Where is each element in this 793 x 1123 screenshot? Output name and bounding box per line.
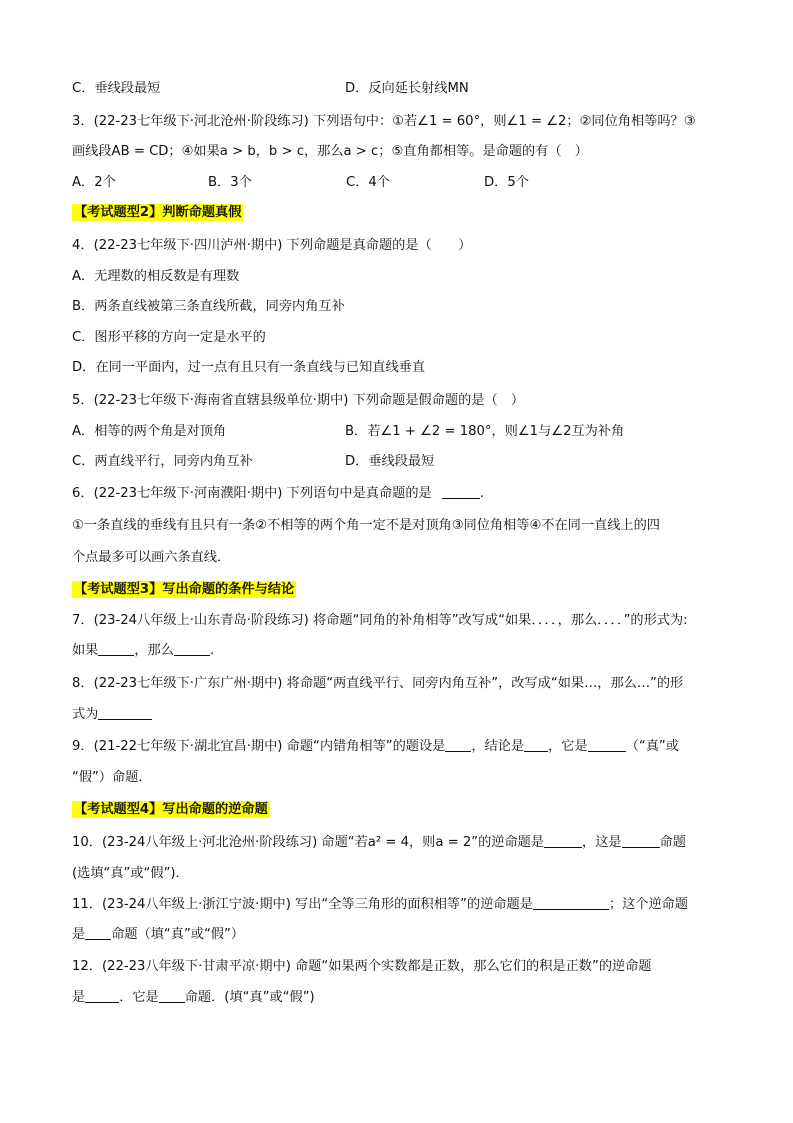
question-6-line-3: 个点最多可以画六条直线． [72, 550, 231, 565]
answer-blank[interactable] [98, 642, 134, 656]
question-8-form: 式为 [72, 707, 99, 722]
answer-blank[interactable] [445, 738, 471, 752]
section-heading-3-label: 【考试题型3】写出命题的条件与结论 [74, 582, 295, 597]
answer-blank[interactable] [85, 926, 111, 940]
question-12-text-1: 是 [72, 990, 86, 1005]
question-10-text-2: ，这是 [582, 835, 622, 850]
question-3-line-1: 3．(22-23七年级下·河北沧州·阶段练习) 下列语句中：①若∠1 = 60°，则∠1 = ∠2；②同位角相等吗？③ [72, 114, 696, 129]
question-9-text-2: ，结论是 [471, 739, 525, 754]
question-3-option-c: C．4个 [346, 175, 390, 190]
answer-blank[interactable] [524, 738, 548, 752]
section-heading-4 [72, 801, 270, 819]
question-9-stem [72, 738, 679, 756]
question-7-stem: 7．(23-24八年级上·山东青岛·阶段练习) 将命题“同角的补角相等”改写成“如果．．．．，那么．．．．”的形式为: [72, 613, 688, 628]
answer-blank[interactable] [544, 834, 582, 848]
question-9-text-3: ，它是 [548, 739, 588, 754]
question-5-option-b: B．若∠1 + ∠2 = 180°，则∠1与∠2互为补角 [345, 424, 625, 439]
question-11-text-3: 是 [72, 927, 86, 942]
question-9-text-1: 9．(21-22七年级下·湖北宜昌·期中) 命题“内错角相等”的题设是 [72, 739, 446, 754]
section-heading-2-label: 【考试题型2】判断命题真假 [74, 205, 242, 220]
question-8-stem: 8．(22-23七年级下·广东广州·期中) 将命题“两直线平行、同旁内角互补”，改写成“如果…，那么…”的形 [72, 676, 684, 691]
question-3-option-b: B．3个 [208, 175, 252, 190]
question-12-text-3: 命题．(填“真”或“假”) [184, 990, 315, 1005]
question-4-stem: 4．(22-23七年级下·四川泸州·期中) 下列命题是真命题的是（ ） [72, 238, 472, 253]
question-3-option-a: A．2个 [72, 175, 116, 190]
question-7-period: . [209, 643, 215, 658]
answer-blank[interactable] [159, 989, 185, 1003]
question-7-if: 如果 [72, 643, 99, 658]
question-7-line-2 [72, 642, 214, 660]
question-5-option-c: C．两直线平行，同旁内角互补 [72, 454, 253, 469]
section-heading-4-label: 【考试题型4】写出命题的逆命题 [74, 802, 268, 817]
question-11-line-2 [72, 926, 244, 944]
section-heading-3 [72, 581, 296, 599]
answer-blank[interactable] [588, 738, 626, 752]
answer-blank[interactable] [533, 896, 609, 910]
question-6-stem [72, 485, 484, 503]
question-6-line-2: ①一条直线的垂线有且只有一条②不相等的两个角一定不是对顶角③同位角相等④不在同一直线上的四 [72, 518, 660, 533]
question-10-line-2: (选填“真”或“假”)． [72, 866, 189, 881]
question-11-text-2: ；这个逆命题 [608, 897, 689, 912]
question-12-line-2 [72, 989, 315, 1007]
question-4-option-a: A．无理数的相反数是有理数 [72, 269, 240, 284]
option-c-text: C．垂线段最短 [72, 81, 161, 96]
answer-blank[interactable] [85, 989, 119, 1003]
question-12-text-2: ．它是 [119, 990, 159, 1005]
question-8-line-2 [72, 706, 152, 724]
question-10-stem [72, 834, 686, 852]
question-3-option-d: D．5个 [484, 175, 529, 190]
section-heading-2 [72, 204, 243, 222]
question-9-line-2: “假”）命题． [72, 770, 152, 785]
question-5-stem: 5．(22-23七年级下·海南省直辖县级单位·期中) 下列命题是假命题的是（ ） [72, 393, 525, 408]
question-5-option-a: A．相等的两个角是对顶角 [72, 424, 227, 439]
question-7-then: ，那么 [134, 643, 174, 658]
question-4-option-b: B．两条直线被第三条直线所截，同旁内角互补 [72, 299, 345, 314]
question-6-period: . [479, 486, 485, 501]
question-6-text: 6．(22-23七年级下·河南濮阳·期中) 下列语句中是真命题的是 [72, 486, 432, 501]
answer-blank[interactable] [98, 706, 152, 720]
question-10-text-1: 10．(23-24八年级上·河北沧州·阶段练习) 命题“若a² = 4，则a = 2”的逆命题是 [72, 835, 545, 850]
question-3-line-2: 画线段AB = CD；④如果a > b，b > c，那么a > c；⑤直角都相等。是命题的有（ ） [72, 144, 588, 159]
answer-blank[interactable] [622, 834, 660, 848]
question-12-stem: 12．(22-23八年级下·甘肃平凉·期中) 命题“如果两个实数都是正数，那么它们的积是正数”的逆命题 [72, 959, 652, 974]
question-4-option-d: D．在同一平面内，过一点有且只有一条直线与已知直线垂直 [72, 360, 426, 375]
question-4-option-c: C．图形平移的方向一定是水平的 [72, 330, 266, 345]
question-9-text-4: （“真”或 [625, 739, 679, 754]
question-5-option-d: D．垂线段最短 [345, 454, 435, 469]
answer-blank[interactable] [442, 485, 480, 499]
answer-blank[interactable] [174, 642, 210, 656]
question-11-stem [72, 896, 688, 914]
question-10-text-3: 命题 [659, 835, 686, 850]
question-11-text-4: 命题（填“真”或“假”） [111, 927, 245, 942]
question-11-text-1: 11．(23-24八年级上·浙江宁波·期中) 写出“全等三角形的面积相等”的逆命题是 [72, 897, 533, 912]
option-d-text: D．反向延长射线MN [345, 81, 469, 96]
